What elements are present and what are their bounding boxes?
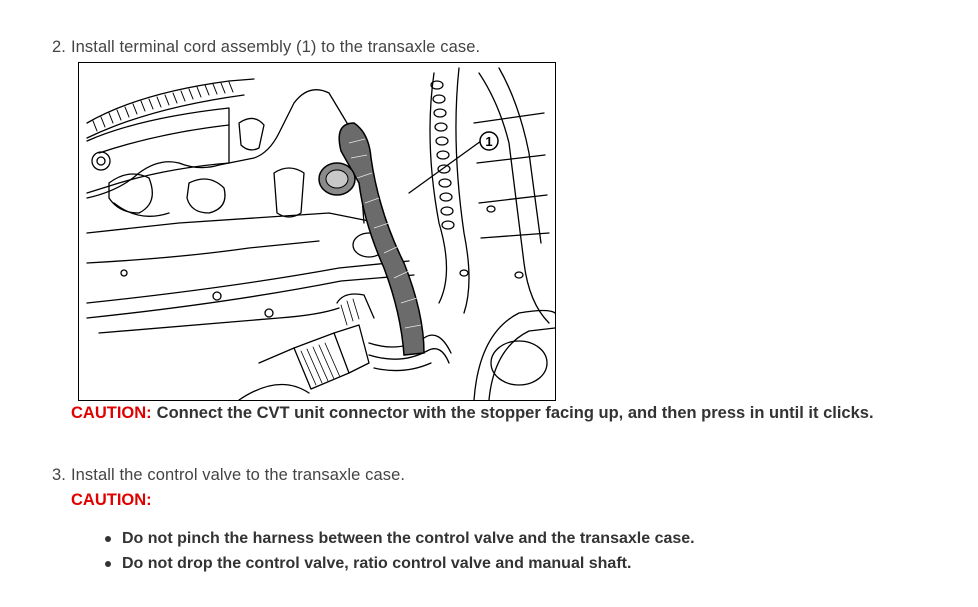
bullet-icon — [105, 561, 111, 567]
caution-label: CAUTION: — [71, 491, 152, 509]
list-item — [103, 528, 695, 553]
caution-bullet-list — [103, 528, 695, 578]
list-item — [103, 553, 695, 578]
step-text: Install the control valve to the transaxle case. — [70, 466, 406, 484]
caution-note-control-valve — [71, 491, 157, 510]
step-text: Install terminal cord assembly (1) to the transaxle case. — [70, 38, 481, 56]
bullet-icon — [105, 536, 111, 542]
bullet-text: Do not drop the control valve, ratio control valve and manual shaft. — [122, 555, 632, 572]
step-3-instruction — [52, 466, 405, 485]
bullet-text: Do not pinch the harness between the control valve and the transaxle case. — [122, 530, 695, 547]
step-number: 3. — [52, 466, 66, 484]
caution-note-connector — [71, 404, 874, 423]
caution-text: Connect the CVT unit connector with the stopper facing up, and then press in until it clicks. — [156, 404, 874, 422]
step-2-instruction — [52, 38, 480, 57]
caution-label: CAUTION: — [71, 404, 152, 422]
terminal-cord-assembly-illustration — [79, 63, 555, 400]
terminal-cord-figure — [78, 62, 556, 401]
step-number: 2. — [52, 38, 66, 56]
callout-label: 1 — [485, 134, 493, 149]
